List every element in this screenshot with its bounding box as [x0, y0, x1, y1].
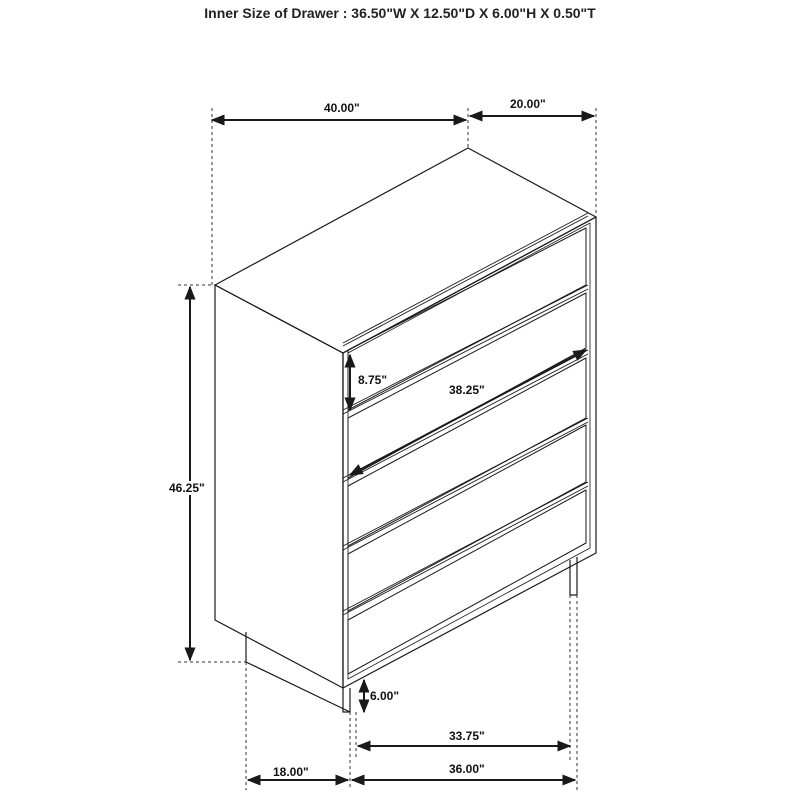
drawer-4 [348, 425, 586, 611]
arrow-drawer-width [350, 350, 586, 475]
leg-span-width-label: 36.00" [449, 762, 485, 776]
depth-label: 20.00" [510, 97, 546, 111]
leg-span-front-label: 33.75" [449, 729, 485, 743]
drawer-5 [348, 490, 586, 674]
leg-span-side-label: 18.00" [273, 765, 309, 779]
drawer-inner-size-title: Inner Size of Drawer : 36.50"W X 12.50"D X 6.00"H X 0.50"T [204, 5, 596, 21]
drawer-height-label: 8.75" [358, 373, 388, 387]
chest-side-face [215, 285, 343, 688]
leg-front-left [343, 688, 350, 712]
height-label: 46.25" [169, 481, 205, 495]
width-label: 40.00" [324, 101, 360, 115]
leg-height-label: 6.00" [370, 689, 400, 703]
extension-lines [178, 108, 596, 790]
drawer-fronts [348, 228, 586, 674]
chest-front-frame [348, 223, 590, 679]
drawer-width-label: 38.25" [449, 383, 485, 397]
dimension-arrows [190, 116, 594, 780]
leg-back-left [246, 632, 350, 712]
leg-front-right [570, 557, 577, 595]
